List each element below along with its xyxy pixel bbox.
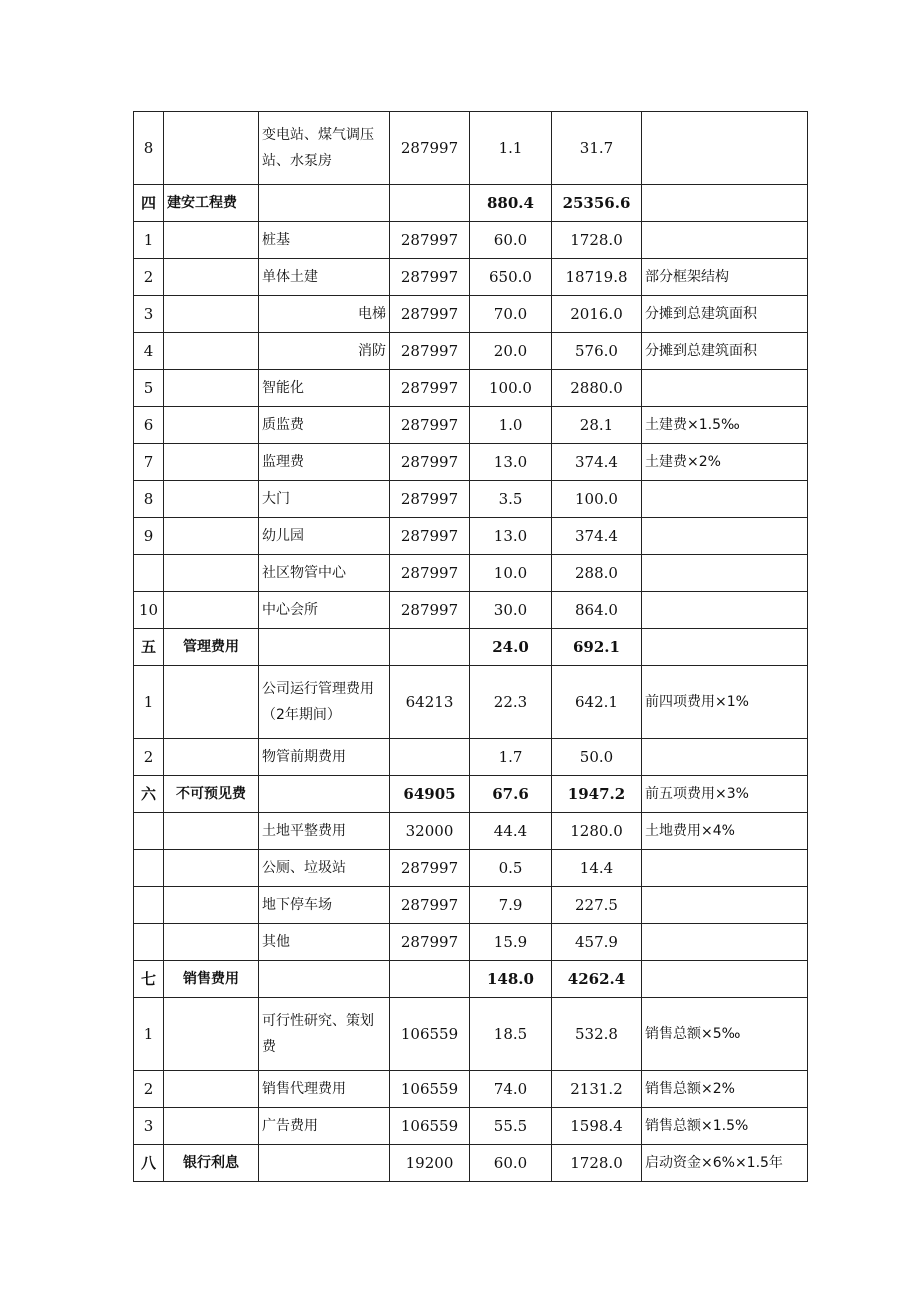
cell-unit-cost: 74.0 <box>470 1071 552 1108</box>
cell-unit-cost: 1.7 <box>470 739 552 776</box>
cell-remark <box>642 850 808 887</box>
cell-unit-cost: 24.0 <box>470 629 552 666</box>
cell-item-name: 中心会所 <box>259 592 390 629</box>
table-row <box>134 813 808 850</box>
cell-section-name <box>164 887 259 924</box>
cell-total-cost: 2131.2 <box>552 1071 642 1108</box>
cell-total-cost: 31.7 <box>552 112 642 185</box>
cell-total-cost: 227.5 <box>552 887 642 924</box>
table-row <box>134 998 808 1071</box>
cell-row-number: 8 <box>134 481 164 518</box>
cell-total-cost: 2016.0 <box>552 296 642 333</box>
cell-section-name <box>164 222 259 259</box>
cell-base-quantity: 287997 <box>390 555 470 592</box>
section-row <box>134 776 808 813</box>
table-row <box>134 370 808 407</box>
cell-row-number: 五 <box>134 629 164 666</box>
cell-section-name <box>164 518 259 555</box>
cell-total-cost: 1728.0 <box>552 1145 642 1182</box>
section-row <box>134 629 808 666</box>
cell-item-name: 大门 <box>259 481 390 518</box>
cell-base-quantity <box>390 185 470 222</box>
cell-row-number: 1 <box>134 222 164 259</box>
cell-row-number <box>134 887 164 924</box>
cell-row-number: 10 <box>134 592 164 629</box>
cell-section-name <box>164 1108 259 1145</box>
cell-base-quantity: 106559 <box>390 1108 470 1145</box>
cell-base-quantity: 64905 <box>390 776 470 813</box>
cell-section-name: 不可预见费 <box>164 776 259 813</box>
cell-remark <box>642 592 808 629</box>
cell-row-number <box>134 813 164 850</box>
cell-section-name <box>164 296 259 333</box>
cell-remark: 分摊到总建筑面积 <box>642 296 808 333</box>
table-row <box>134 1071 808 1108</box>
cell-remark: 土地费用×4% <box>642 813 808 850</box>
cell-row-number <box>134 924 164 961</box>
cell-remark <box>642 629 808 666</box>
cell-item-name <box>259 961 390 998</box>
cell-total-cost: 374.4 <box>552 518 642 555</box>
cell-item-name: 地下停车场 <box>259 887 390 924</box>
cell-unit-cost: 55.5 <box>470 1108 552 1145</box>
cell-row-number: 六 <box>134 776 164 813</box>
cell-base-quantity: 287997 <box>390 112 470 185</box>
cell-row-number: 4 <box>134 333 164 370</box>
table-row <box>134 481 808 518</box>
cell-unit-cost: 1.0 <box>470 407 552 444</box>
cell-row-number: 八 <box>134 1145 164 1182</box>
cell-item-name: 智能化 <box>259 370 390 407</box>
cell-item-name: 幼儿园 <box>259 518 390 555</box>
cell-item-name <box>259 629 390 666</box>
cell-unit-cost: 70.0 <box>470 296 552 333</box>
table-row <box>134 222 808 259</box>
cell-remark <box>642 518 808 555</box>
cell-item-name: 公厕、垃圾站 <box>259 850 390 887</box>
cell-unit-cost: 18.5 <box>470 998 552 1071</box>
cell-base-quantity: 287997 <box>390 407 470 444</box>
cost-table <box>133 111 808 1182</box>
cell-base-quantity: 287997 <box>390 296 470 333</box>
cell-unit-cost: 10.0 <box>470 555 552 592</box>
cell-total-cost: 25356.6 <box>552 185 642 222</box>
table-row <box>134 1108 808 1145</box>
table-row <box>134 112 808 185</box>
cell-remark: 分摊到总建筑面积 <box>642 333 808 370</box>
cell-remark: 前四项费用×1% <box>642 666 808 739</box>
cell-section-name: 管理费用 <box>164 629 259 666</box>
cell-remark: 销售总额×2% <box>642 1071 808 1108</box>
cell-total-cost: 4262.4 <box>552 961 642 998</box>
cell-total-cost: 18719.8 <box>552 259 642 296</box>
table-row <box>134 887 808 924</box>
cell-row-number: 1 <box>134 998 164 1071</box>
table-row <box>134 296 808 333</box>
cell-row-number: 3 <box>134 296 164 333</box>
cell-total-cost: 50.0 <box>552 739 642 776</box>
cell-item-name: 社区物管中心 <box>259 555 390 592</box>
cell-remark: 土建费×1.5‰ <box>642 407 808 444</box>
table-row <box>134 407 808 444</box>
cell-unit-cost: 650.0 <box>470 259 552 296</box>
section-row <box>134 961 808 998</box>
cell-section-name <box>164 333 259 370</box>
cell-base-quantity: 287997 <box>390 850 470 887</box>
cell-total-cost: 576.0 <box>552 333 642 370</box>
section-row <box>134 1145 808 1182</box>
cell-unit-cost: 13.0 <box>470 444 552 481</box>
table-row <box>134 739 808 776</box>
cell-row-number: 5 <box>134 370 164 407</box>
cell-item-name: 销售代理费用 <box>259 1071 390 1108</box>
table-row <box>134 259 808 296</box>
cell-section-name: 银行利息 <box>164 1145 259 1182</box>
cell-row-number: 七 <box>134 961 164 998</box>
cell-section-name <box>164 998 259 1071</box>
cell-section-name <box>164 850 259 887</box>
cell-remark <box>642 961 808 998</box>
cell-base-quantity: 287997 <box>390 333 470 370</box>
cell-section-name <box>164 407 259 444</box>
cell-base-quantity: 287997 <box>390 481 470 518</box>
table-row <box>134 444 808 481</box>
cell-base-quantity: 287997 <box>390 592 470 629</box>
cell-row-number: 9 <box>134 518 164 555</box>
cell-section-name: 建安工程费 <box>164 185 259 222</box>
cell-unit-cost: 44.4 <box>470 813 552 850</box>
cell-item-name <box>259 776 390 813</box>
cell-total-cost: 1280.0 <box>552 813 642 850</box>
cell-unit-cost: 30.0 <box>470 592 552 629</box>
cell-item-name <box>259 185 390 222</box>
cell-item-name: 质监费 <box>259 407 390 444</box>
cell-unit-cost: 1.1 <box>470 112 552 185</box>
cell-unit-cost: 15.9 <box>470 924 552 961</box>
cell-total-cost: 532.8 <box>552 998 642 1071</box>
cell-item-name: 单体土建 <box>259 259 390 296</box>
cell-remark: 启动资金×6%×1.5年 <box>642 1145 808 1182</box>
table-body <box>134 112 808 1182</box>
cell-unit-cost: 880.4 <box>470 185 552 222</box>
cell-total-cost: 14.4 <box>552 850 642 887</box>
cell-item-name: 其他 <box>259 924 390 961</box>
table-row <box>134 592 808 629</box>
cell-base-quantity <box>390 961 470 998</box>
cell-row-number: 2 <box>134 1071 164 1108</box>
cell-item-name: 桩基 <box>259 222 390 259</box>
cell-base-quantity: 287997 <box>390 259 470 296</box>
table-row <box>134 666 808 739</box>
cell-item-name: 广告费用 <box>259 1108 390 1145</box>
cell-remark: 部分框架结构 <box>642 259 808 296</box>
cell-unit-cost: 7.9 <box>470 887 552 924</box>
table-row <box>134 333 808 370</box>
cell-base-quantity <box>390 629 470 666</box>
cell-unit-cost: 3.5 <box>470 481 552 518</box>
table-row <box>134 924 808 961</box>
cell-row-number: 3 <box>134 1108 164 1145</box>
cell-unit-cost: 20.0 <box>470 333 552 370</box>
cell-item-name: 公司运行管理费用（2年期间） <box>259 666 390 739</box>
cell-total-cost: 2880.0 <box>552 370 642 407</box>
cell-row-number: 7 <box>134 444 164 481</box>
cell-unit-cost: 0.5 <box>470 850 552 887</box>
cell-row-number: 8 <box>134 112 164 185</box>
cell-section-name: 销售费用 <box>164 961 259 998</box>
cell-base-quantity: 106559 <box>390 1071 470 1108</box>
cell-unit-cost: 60.0 <box>470 222 552 259</box>
cell-unit-cost: 67.6 <box>470 776 552 813</box>
cell-remark <box>642 887 808 924</box>
cell-total-cost: 642.1 <box>552 666 642 739</box>
cell-section-name <box>164 444 259 481</box>
cell-base-quantity: 287997 <box>390 518 470 555</box>
cell-base-quantity: 106559 <box>390 998 470 1071</box>
cell-remark: 销售总额×1.5% <box>642 1108 808 1145</box>
cell-unit-cost: 22.3 <box>470 666 552 739</box>
cell-unit-cost: 148.0 <box>470 961 552 998</box>
cell-section-name <box>164 259 259 296</box>
cell-total-cost: 1947.2 <box>552 776 642 813</box>
cell-section-name <box>164 592 259 629</box>
cell-row-number: 6 <box>134 407 164 444</box>
cell-item-name: 消防 <box>259 333 390 370</box>
cell-remark <box>642 739 808 776</box>
cell-section-name <box>164 481 259 518</box>
cell-unit-cost: 60.0 <box>470 1145 552 1182</box>
cell-item-name: 土地平整费用 <box>259 813 390 850</box>
table-row <box>134 850 808 887</box>
cell-total-cost: 288.0 <box>552 555 642 592</box>
cell-remark: 销售总额×5‰ <box>642 998 808 1071</box>
cell-base-quantity: 64213 <box>390 666 470 739</box>
cell-section-name <box>164 666 259 739</box>
cell-base-quantity: 32000 <box>390 813 470 850</box>
cell-section-name <box>164 370 259 407</box>
cell-item-name: 电梯 <box>259 296 390 333</box>
cell-remark: 前五项费用×3% <box>642 776 808 813</box>
cell-remark <box>642 555 808 592</box>
cell-item-name: 变电站、煤气调压站、水泵房 <box>259 112 390 185</box>
cell-base-quantity: 287997 <box>390 887 470 924</box>
cell-total-cost: 692.1 <box>552 629 642 666</box>
section-row <box>134 185 808 222</box>
cell-remark <box>642 112 808 185</box>
cell-section-name <box>164 813 259 850</box>
cell-base-quantity: 287997 <box>390 222 470 259</box>
cell-unit-cost: 100.0 <box>470 370 552 407</box>
cell-total-cost: 1728.0 <box>552 222 642 259</box>
cell-base-quantity: 287997 <box>390 370 470 407</box>
cell-total-cost: 457.9 <box>552 924 642 961</box>
cell-section-name <box>164 1071 259 1108</box>
cell-row-number: 2 <box>134 739 164 776</box>
cell-base-quantity: 287997 <box>390 444 470 481</box>
cell-item-name: 可行性研究、策划费 <box>259 998 390 1071</box>
cell-row-number <box>134 555 164 592</box>
cell-remark <box>642 481 808 518</box>
cell-remark <box>642 185 808 222</box>
cell-base-quantity: 19200 <box>390 1145 470 1182</box>
cell-total-cost: 1598.4 <box>552 1108 642 1145</box>
cell-total-cost: 100.0 <box>552 481 642 518</box>
table-row <box>134 555 808 592</box>
cell-item-name: 监理费 <box>259 444 390 481</box>
cell-remark <box>642 370 808 407</box>
cell-total-cost: 864.0 <box>552 592 642 629</box>
cell-base-quantity: 287997 <box>390 924 470 961</box>
cell-total-cost: 374.4 <box>552 444 642 481</box>
cell-section-name <box>164 112 259 185</box>
cell-remark <box>642 222 808 259</box>
cell-row-number: 四 <box>134 185 164 222</box>
cell-item-name: 物管前期费用 <box>259 739 390 776</box>
cell-total-cost: 28.1 <box>552 407 642 444</box>
cell-section-name <box>164 924 259 961</box>
cell-item-name <box>259 1145 390 1182</box>
cell-remark <box>642 924 808 961</box>
cell-section-name <box>164 555 259 592</box>
cell-remark: 土建费×2% <box>642 444 808 481</box>
cell-row-number: 2 <box>134 259 164 296</box>
cell-row-number <box>134 850 164 887</box>
cell-unit-cost: 13.0 <box>470 518 552 555</box>
table-row <box>134 518 808 555</box>
cell-section-name <box>164 739 259 776</box>
cell-row-number: 1 <box>134 666 164 739</box>
cell-base-quantity <box>390 739 470 776</box>
